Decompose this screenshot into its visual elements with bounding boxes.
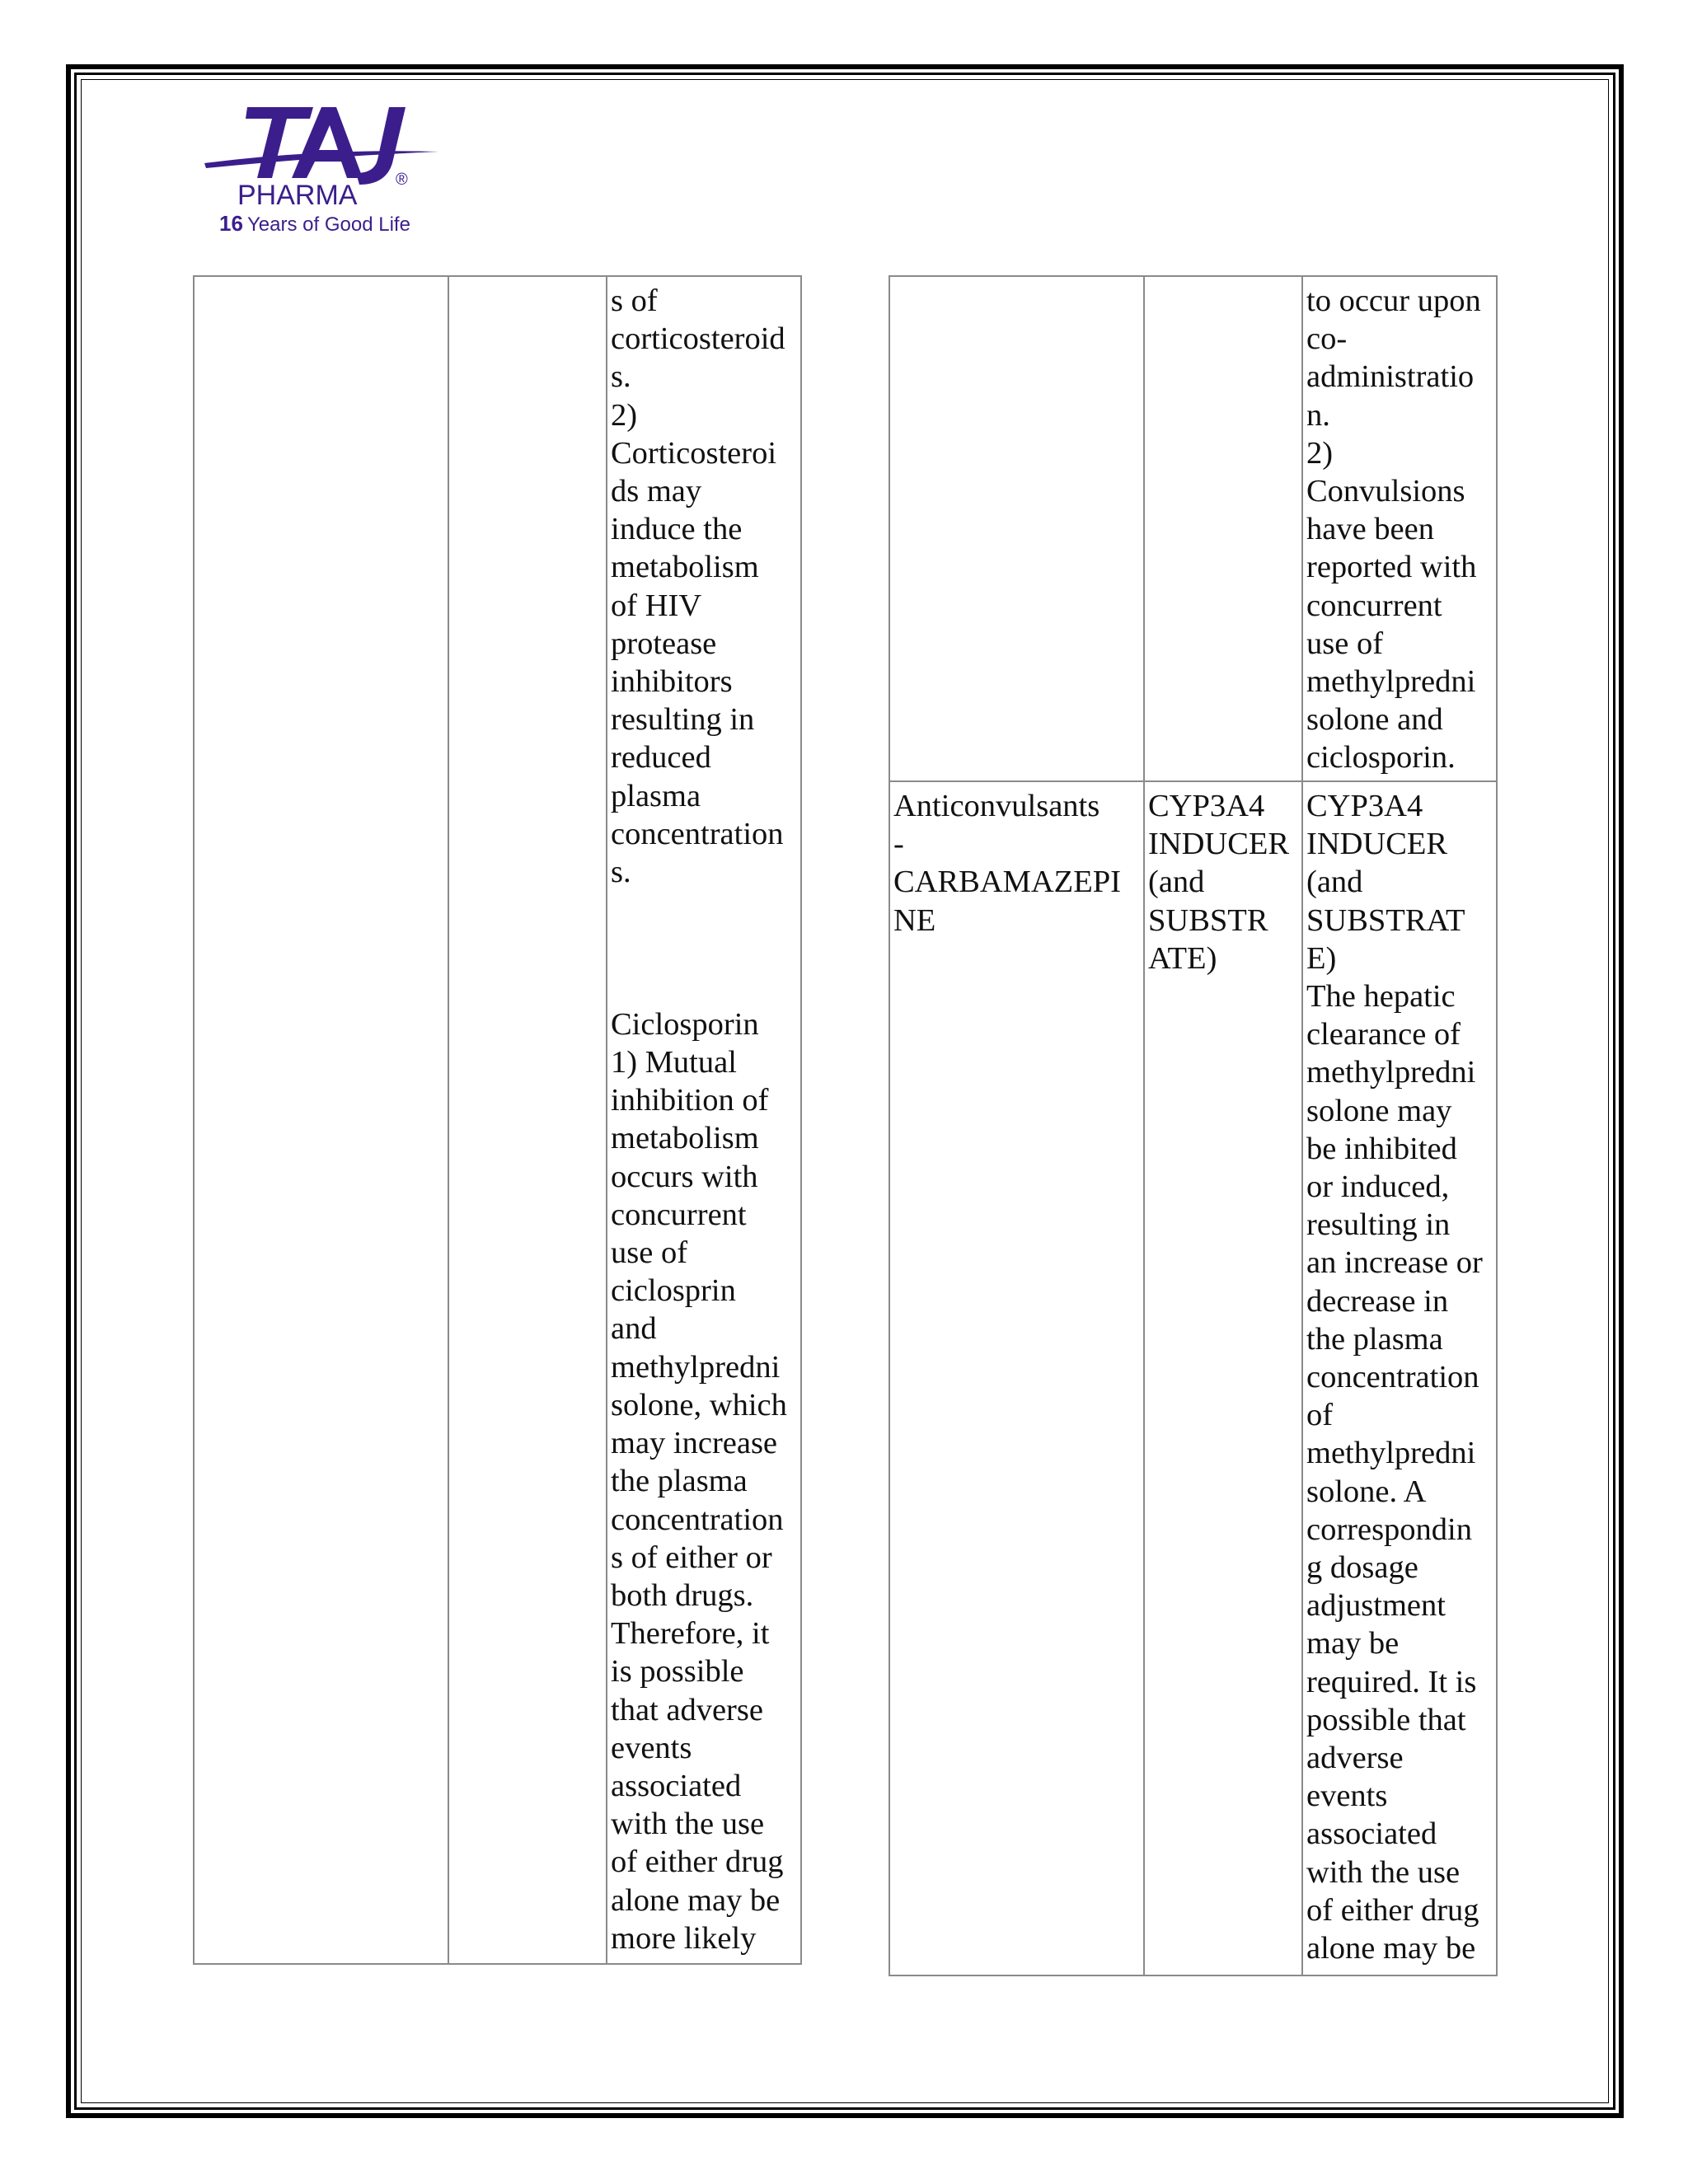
table-cell-interaction-effect: to occur upon co- administratio n. 2) Convulsions have been reported with concurrent use of methylpredni solone and ciclosporin.: [1302, 276, 1497, 781]
table-cell-drug-class: [194, 276, 448, 1964]
drug-interaction-table-left: [193, 275, 802, 1965]
table-cell-interaction-type: CYP3A4 INDUCER (and SUBSTR ATE): [1144, 781, 1302, 1975]
table-row: [889, 276, 1497, 781]
taj-pharma-logo: [198, 99, 445, 239]
logo-registered-mark: ®: [396, 171, 408, 189]
logo-tagline-text: Years of Good Life: [247, 213, 410, 236]
table-cell-interaction-type: [448, 276, 607, 1964]
drug-interaction-table-right: [889, 275, 1498, 1976]
taj-pharma-logo-graphic: [198, 99, 445, 239]
table-row: [194, 276, 801, 1964]
table-cell-drug-class: Anticonvulsants - CARBAMAZEPI NE: [889, 781, 1144, 1975]
logo-name: PHARMA: [237, 180, 358, 211]
table-cell-interaction-effect: CYP3A4 INDUCER (and SUBSTRAT E) The hepatic clearance of methylpredni solone may be inhibited or induced, resulting in an increase or decrease in the plasma concentration of methylpredni solone. A correspondin g dosage adjustment may be required. It is possible that adverse events associated with the use of either drug alone may be: [1302, 781, 1497, 1975]
table-cell-drug-class: [889, 276, 1144, 781]
table-cell-interaction-type: [1144, 276, 1302, 781]
logo-tagline-number: 16: [219, 211, 243, 236]
table-cell-interaction-effect: s of corticosteroid s. 2) Corticosteroi ds may induce the metabolism of HIV protease inhibitors resulting in reduced plasma concentration s. Ciclosporin 1) Mutual inhibition of metabolism occurs with concurrent use of ciclosprin and methylpredni solone, which may increase the plasma concentration s of either or both drugs. Therefore, it is possible that adverse events associated with the use of either drug alone may be more likely: [607, 276, 801, 1964]
table-row: [889, 781, 1497, 1975]
